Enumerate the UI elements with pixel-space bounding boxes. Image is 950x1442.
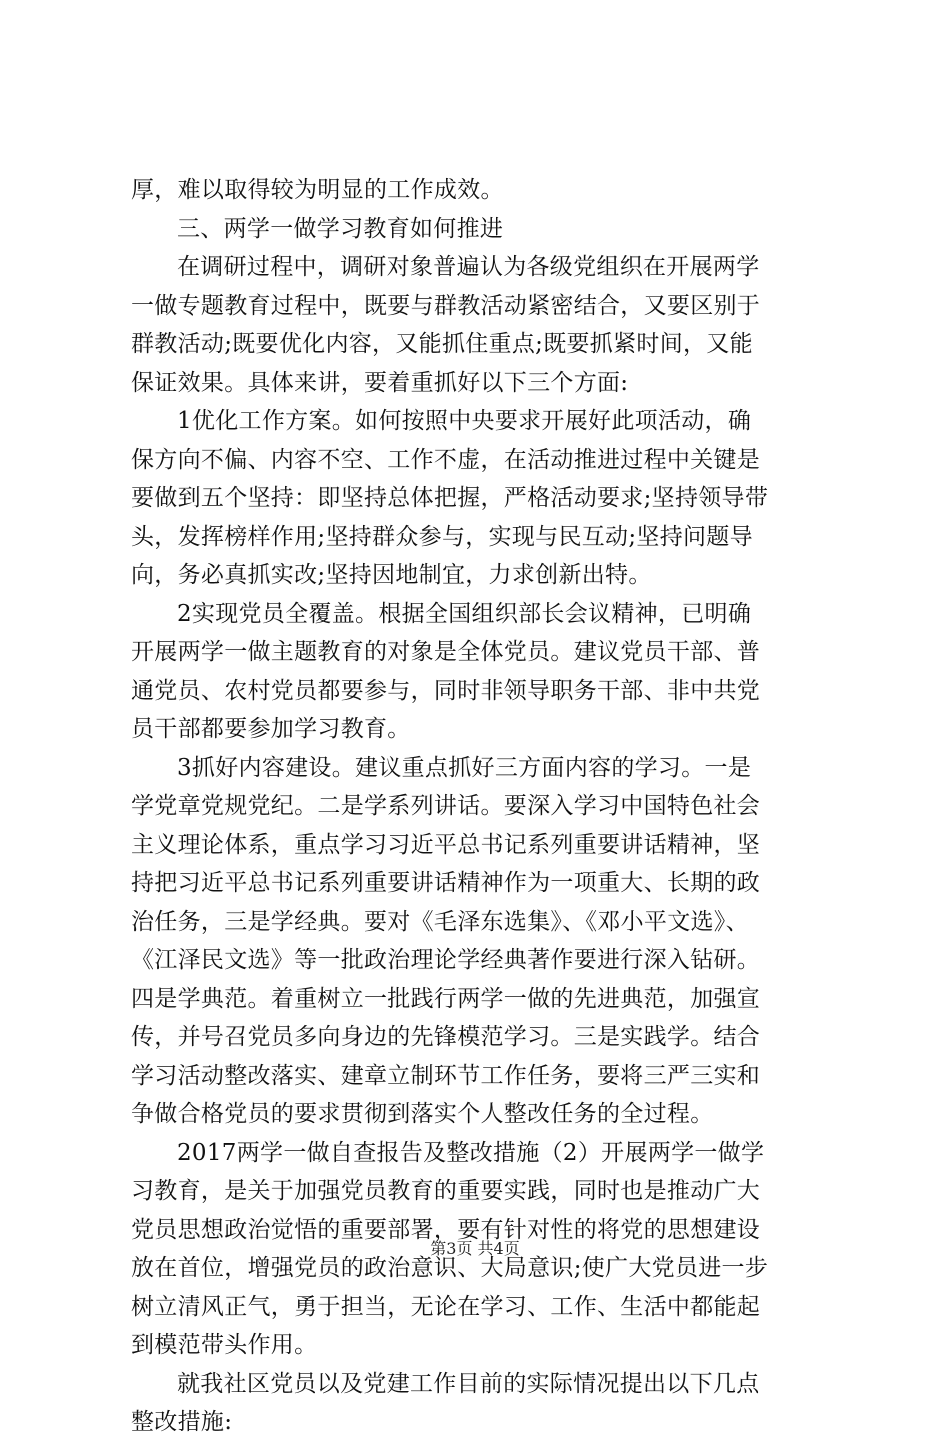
text-line: 学党章党规党纪。二是学系列讲话。要深入学习中国特色社会 bbox=[131, 793, 761, 819]
text-line: 3抓好内容建设。建议重点抓好三方面内容的学习。一是 bbox=[177, 754, 752, 781]
text-line: 治任务，三是学经典。要对《毛泽东选集》、《邓小平文选》、 bbox=[131, 908, 749, 935]
text-line: 党员思想政治觉悟的重要部署，要有针对性的将党的思想建设 bbox=[131, 1216, 761, 1243]
text-line: 争做合格党员的要求贯彻到落实个人整改任务的全过程。 bbox=[131, 1101, 714, 1127]
text-line: 四是学典范。着重树立一批践行两学一做的先进典范，加强宣 bbox=[131, 985, 761, 1012]
text-line: 主义理论体系，重点学习习近平总书记系列重要讲话精神，坚 bbox=[131, 831, 761, 858]
text-line: 到模范带头作用。 bbox=[131, 1332, 318, 1358]
text-line: 头，发挥榜样作用;坚持群众参与，实现与民互动;坚持问题导 bbox=[131, 523, 753, 550]
text-line: 放在首位，增强党员的政治意识、大局意识;使广大党员进一步 bbox=[131, 1255, 769, 1281]
text-line: 树立清风正气，勇于担当，无论在学习、工作、生活中都能起 bbox=[131, 1293, 761, 1320]
text-line: 整改措施: bbox=[131, 1409, 233, 1435]
text-line: 厚，难以取得较为明显的工作成效。 bbox=[131, 177, 504, 203]
page-footer: 第3页 共4页 bbox=[430, 1239, 520, 1258]
text-line: 一做专题教育过程中，既要与群教活动紧密结合，又要区别于 bbox=[131, 292, 761, 319]
text-line: 要做到五个坚持：即坚持总体把握，严格活动要求;坚持领导带 bbox=[131, 485, 769, 511]
text-line: 2实现党员全覆盖。根据全国组织部长会议精神，已明确 bbox=[177, 600, 752, 627]
text-line: 保方向不偏、内容不空、工作不虚，在活动推进过程中关键是 bbox=[131, 446, 761, 473]
text-line: 《江泽民文选》等一批政治理论学经典著作要进行深入钻研。 bbox=[131, 947, 761, 973]
text-line: 就我社区党员以及党建工作目前的实际情况提出以下几点 bbox=[177, 1370, 760, 1397]
text-line: 保证效果。具体来讲，要着重抓好以下三个方面: bbox=[131, 369, 629, 396]
text-line: 学习活动整改落实、建章立制环节工作任务，要将三严三实和 bbox=[131, 1062, 761, 1089]
text-line: 传，并号召党员多向身边的先锋模范学习。三是实践学。结合 bbox=[131, 1024, 761, 1050]
text-line: 1优化工作方案。如何按照中央要求开展好此项活动，确 bbox=[177, 408, 752, 434]
text-line: 向，务必真抓实改;坚持因地制宜，力求创新出特。 bbox=[131, 562, 652, 588]
text-line: 习教育，是关于加强党员教育的重要实践，同时也是推动广大 bbox=[131, 1178, 761, 1204]
text-line: 持把习近平总书记系列重要讲话精神作为一项重大、长期的政 bbox=[131, 870, 761, 896]
text-line: 群教活动;既要优化内容，又能抓住重点;既要抓紧时间，又能 bbox=[131, 331, 753, 357]
text-line: 2017两学一做自查报告及整改措施（2）开展两学一做学 bbox=[177, 1139, 765, 1166]
text-line: 在调研过程中，调研对象普遍认为各级党组织在开展两学 bbox=[177, 254, 760, 280]
text-line: 通党员、农村党员都要参与，同时非领导职务干部、非中共党 bbox=[131, 677, 761, 704]
text-line: 三、两学一做学习教育如何推进 bbox=[177, 215, 504, 242]
text-line: 员干部都要参加学习教育。 bbox=[131, 716, 411, 742]
text-line: 开展两学一做主题教育的对象是全体党员。建议党员干部、普 bbox=[131, 639, 761, 665]
